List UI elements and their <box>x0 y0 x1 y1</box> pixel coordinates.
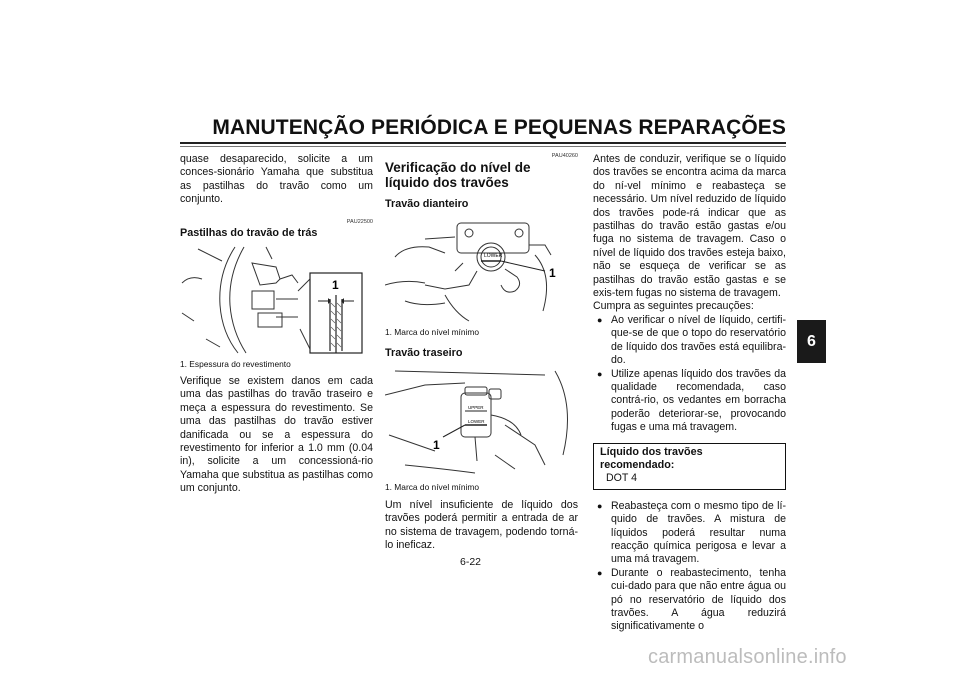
list-item: ● Reabasteça com o mesmo tipo de lí-quido de travões. A mistura de líquidos poderá resultar numa reacção química perigosa e levar a uma má travagem. <box>593 500 786 567</box>
front-reservoir-figure <box>385 215 578 323</box>
col2-heading: Verificação do nível de líquido dos travões <box>385 160 531 190</box>
page-number: 6-22 <box>460 556 482 568</box>
rear-pad-figure <box>180 243 373 355</box>
rear-reservoir-callout: 1 <box>433 437 440 452</box>
list-item: ● Utilize apenas líquido dos travões da qualidade recomendada, caso contrá-rio, os vedantes em borracha poderão deteriorar-se, provocando fugas e uma má travagem. <box>593 368 786 435</box>
bullet-icon: ● <box>597 314 603 325</box>
header-rule-thin <box>180 146 786 147</box>
chapter-tab: 6 <box>797 320 826 363</box>
rear-brake-heading: Travão traseiro <box>385 347 463 360</box>
col2-body: Um nível insuficiente de líquido dos travões poderá permitir a entrada de ar no sistema de travagem, podendo torná-lo ineficaz. <box>385 498 578 552</box>
col2-code: PAU40260 <box>551 153 578 159</box>
rear-caption: 1. Marca do nível mínimo <box>385 481 480 492</box>
bullet-icon: ● <box>597 500 603 511</box>
col1-body: Verifique se existem danos em cada uma das pastilhas do travão traseiro e meça a espessura do revestimento. Se uma das pastilhas do travão estiver danificada ou se a espessura do revestimento for inferior a 1.0 mm (0.04 in), solicite a um concessioná-rio Yamaha que substitua as pastilhas como um conjunto. <box>180 375 373 495</box>
rear-lower-label: LOWER <box>468 418 485 424</box>
col3-intro: Antes de conduzir, verifique se o líquido dos travões se encontra acima da marca do ní-vel mínimo e reabasteça se necessário. Um nível reduzido de líquido dos travões pode-rá indicar que as pastilhas do travão estão gastas e/ou fuga no sistema de travagem. Caso o nível de líquido dos travões esteja baixo, não se esqueça de verificar se as pastilhas do travão estão gastas e se exis-tem fugas no sistema de travagem. <box>593 153 786 300</box>
box-title: Líquido dos travões recomendado: <box>600 445 703 471</box>
front-lower-label: LOWER <box>484 253 503 260</box>
recommended-fluid-box <box>593 443 786 490</box>
list-item: ● Ao verificar o nível de líquido, certifi-que-se de que o topo do reservatório de líquido dos travões está equilibra-do. <box>593 314 786 368</box>
rear-reservoir-figure <box>385 365 578 477</box>
bullet-icon: ● <box>597 567 603 578</box>
front-brake-heading: Travão dianteiro <box>385 198 469 210</box>
box-value: DOT 4 <box>606 472 638 485</box>
column-1 <box>180 153 373 496</box>
col1-intro: quase desaparecido, solicite a um conces-sionário Yamaha que substitua as pastilhas do travão como um conjunto. <box>180 153 373 206</box>
rear-pad-callout: 1 <box>332 278 339 293</box>
rear-upper-label: UPPER <box>468 404 484 410</box>
watermark: carmanualsonline.info <box>648 646 847 668</box>
bullet-icon: ● <box>597 368 603 379</box>
front-caption: 1. Marca do nível mínimo <box>385 327 480 338</box>
list-item: ● Durante o reabastecimento, tenha cui-dado para que não entre água ou pó no reservatório de líquido dos travões. A água reduzirá significativamente o <box>593 567 786 634</box>
col1-caption: 1. Espessura do revestimento <box>180 359 291 370</box>
header-rule <box>180 142 786 144</box>
front-reservoir-callout: 1 <box>549 266 556 281</box>
column-3 <box>593 153 786 634</box>
column-2 <box>385 153 578 552</box>
col1-heading: Pastilhas do travão de trás <box>180 226 318 239</box>
col1-code: PAU22500 <box>346 218 373 225</box>
page-title: MANUTENÇÃO PERIÓDICA E PEQUENAS REPARAÇÕES <box>212 116 786 139</box>
col3-lead: Cumpra as seguintes precauções: <box>593 300 754 313</box>
